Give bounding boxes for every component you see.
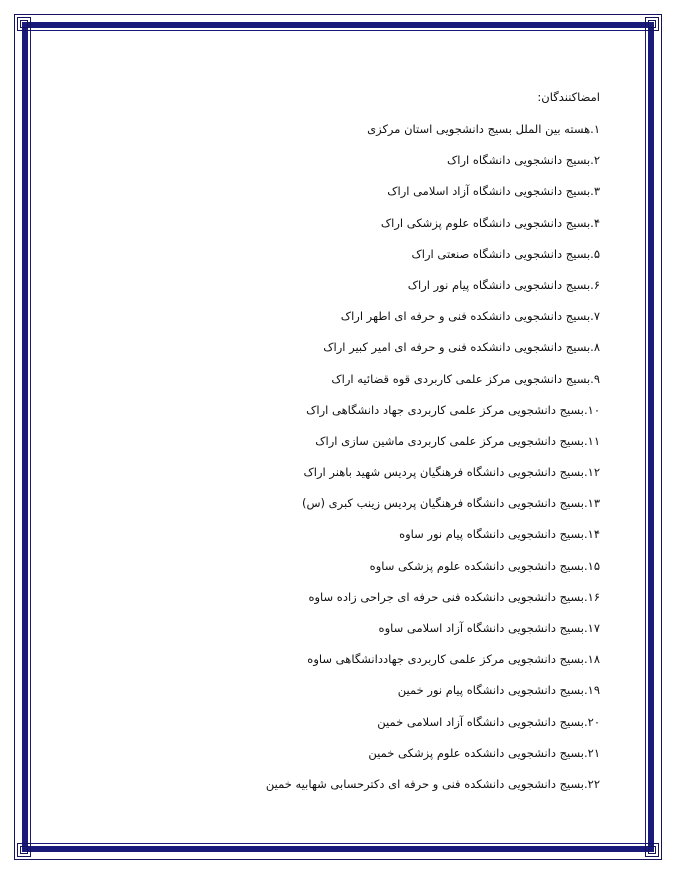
signatory-item: ۲۰.بسیج دانشجویی دانشگاه آزاد اسلامی خمین xyxy=(377,714,600,729)
signatory-item: ۱۱.بسیج دانشجویی مرکز علمی کاربردی ماشین سازی اراک xyxy=(315,433,600,448)
corner-ornament-top-left xyxy=(14,14,36,36)
corner-ornament-bottom-left xyxy=(14,838,36,860)
signatory-item: ۱۲.بسیج دانشجویی دانشگاه فرهنگیان پردیس شهید باهنر اراک xyxy=(303,465,600,480)
signatory-item: ۱۷.بسیج دانشجویی دانشگاه آزاد اسلامی ساوه xyxy=(378,621,600,635)
corner-ornament-bottom-right xyxy=(640,838,662,860)
signatory-item: ۱۸.بسیج دانشجویی مرکز علمی کاربردی جهاددانشگاهی ساوه xyxy=(307,652,600,667)
signatories-heading: امضاکنندگان: xyxy=(537,90,600,104)
signatory-item: ۴.بسیج دانشجویی دانشگاه علوم پزشکی اراک xyxy=(380,215,600,230)
signatory-item: ۳.بسیج دانشجویی دانشگاه آزاد اسلامی اراک xyxy=(387,184,600,199)
signatory-item: ۸.بسیج دانشجویی دانشکده فنی و حرفه ای امیر کبیر اراک xyxy=(323,340,600,355)
signatory-item: ۱۳.بسیج دانشجویی دانشگاه فرهنگیان پردیس زینب کبری (س) xyxy=(301,496,600,511)
signatory-item: ۱۹.بسیج دانشجویی دانشگاه پیام نور خمین xyxy=(397,683,600,698)
signatory-item: ۱.هسته بین الملل بسیج دانشجویی استان مرکزی xyxy=(367,122,600,136)
signatory-item: ۲۱.بسیج دانشجویی دانشکده علوم پزشکی خمین xyxy=(368,745,600,760)
signatory-item: ۶.بسیج دانشجویی دانشگاه پیام نور اراک xyxy=(407,277,600,292)
signatory-item: ۷.بسیج دانشجویی دانشکده فنی و حرفه ای اطهر اراک xyxy=(340,309,600,324)
signatory-item: ۱۵.بسیج دانشجویی دانشکده علوم پزشکی ساوه xyxy=(369,558,600,573)
signatory-item: ۱۶.بسیج دانشجویی دانشکده فنی حرفه ای جراحی زاده ساوه xyxy=(308,589,600,604)
signatory-item: ۹.بسیج دانشجویی مرکز علمی کاربردی قوه قضائیه اراک xyxy=(331,371,600,386)
signatory-item: ۱۴.بسیج دانشجویی دانشگاه پیام نور ساوه xyxy=(399,527,600,542)
corner-ornament-top-right xyxy=(640,14,662,36)
signatory-item: ۵.بسیج دانشجویی دانشگاه صنعتی اراک xyxy=(411,246,600,261)
signatory-item: ۱۰.بسیج دانشجویی مرکز علمی کاربردی جهاد دانشگاهی اراک xyxy=(306,402,600,417)
signatory-item: ۲.بسیج دانشجویی دانشگاه اراک xyxy=(447,153,600,168)
signatory-item: ۲۲.بسیج دانشجویی دانشکده فنی و حرفه ای دکترحسابی شهابیه خمین xyxy=(265,776,600,791)
signatories-list xyxy=(80,118,600,804)
document-body xyxy=(80,86,600,804)
